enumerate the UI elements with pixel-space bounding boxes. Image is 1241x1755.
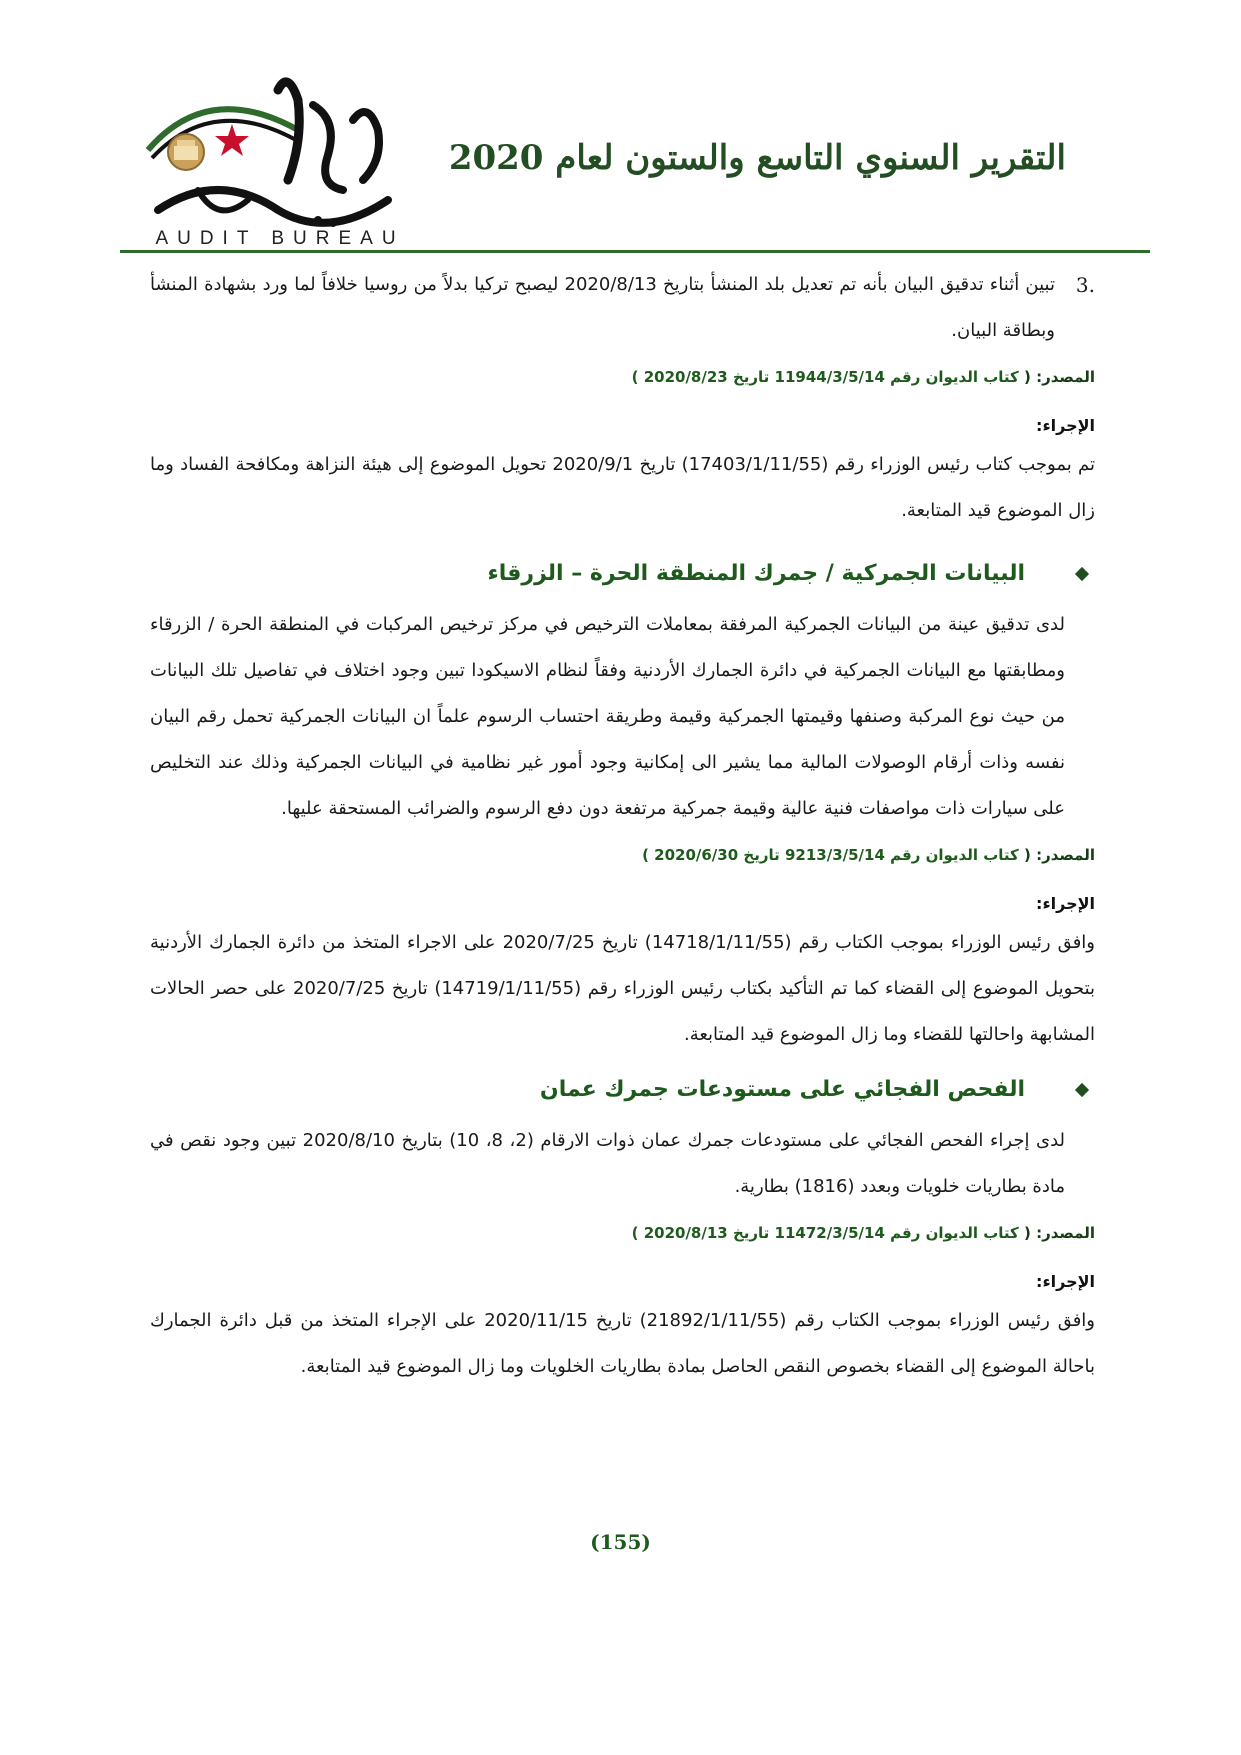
action-text: تم بموجب كتاب رئيس الوزراء رقم (17403/1/11/55) تاريخ 2020/9/1 تحويل الموضوع إلى هيئة النزاهة ومكافحة الفساد وما زال الموضوع قيد المتابعة. [150,454,1096,521]
logo-english-text: AUDIT BUREAU [155,228,405,249]
section-heading-text: البيانات الجمركية / جمرك المنطقة الحرة – الزرقاء [487,561,1025,586]
audit-bureau-logo-icon [128,60,428,250]
source-text: كتاب الديوان رقم 11944/3/5/14 تاريخ 2020/8/23 ) [631,368,1019,386]
section-heading-surprise-inspection [150,1068,1095,1112]
page-number: (155) [590,1530,651,1554]
source-label: المصدر: ( [1024,1224,1095,1242]
item-number: .3 [1075,273,1095,297]
action-text: وافق رئيس الوزراء بموجب الكتاب رقم (21892/1/11/55) تاريخ 2020/11/15 على الإجراء المتخذ من قبل دائرة الجمارك باحالة الموضوع إلى القضاء بخصوص النقص الحاصل بمادة بطاريات الخلويات وما زال الموضوع قيد المتابعة. [150,1310,1096,1377]
page-header [0,0,1241,260]
page-content [150,262,1095,1390]
source-text: كتاب الديوان رقم 9213/3/5/14 تاريخ 2020/6/30 ) [642,846,1019,864]
source-reference [150,362,1095,392]
action-label: الإجراء: [1036,1272,1095,1291]
header-divider [120,250,1150,253]
source-text: كتاب الديوان رقم 11472/3/5/14 تاريخ 2020/8/13 ) [631,1224,1019,1242]
item-3-text: تبين أثناء تدقيق البيان بأنه تم تعديل بلد المنشأ بتاريخ 2020/8/13 ليصبح تركيا بدلاً من روسيا خلافاً لما ورد بشهادة المنشأ وبطاقة البيان. [150,274,1055,341]
source-label: المصدر: ( [1024,368,1095,386]
action-label: الإجراء: [1036,416,1095,435]
diamond-bullet-icon [1075,567,1089,581]
source-reference [150,840,1095,870]
section-heading-text: الفحص الفجائي على مستودعات جمرك عمان [539,1077,1025,1102]
section-body: لدى إجراء الفحص الفجائي على مستودعات جمرك عمان ذوات الارقام (2، 8، 10) بتاريخ 2020/8/10 تبين وجود نقص في مادة بطاريات خلويات وبعدد (1816) بطارية. [150,1130,1066,1197]
source-label: المصدر: ( [1024,846,1095,864]
action-text: وافق رئيس الوزراء بموجب الكتاب رقم (14718/1/11/55) تاريخ 2020/7/25 على الاجراء المتخذ من دائرة الجمارك الأردنية بتحويل الموضوع إلى القضاء كما تم التأكيد بكتاب رئيس الوزراء رقم (14719/1/11/55) تاريخ 2020/7/25 على حصر الحالات المشابهة واحالتها للقضاء وما زال الموضوع قيد المتابعة. [150,932,1096,1045]
section-body: لدى تدقيق عينة من البيانات الجمركية المرفقة بمعاملات الترخيص في مركز ترخيص المركبات في المنطقة الحرة / الزرقاء ومطابقتها مع البيانات الجمركية في دائرة الجمارك الأردنية وفقاً لنظام الاسيكودا تبين وجود اختلاف في تفاصيل تلك البيانات من حيث نوع المركبة وصنفها وقيمتها الجمركية وقيمة وطريقة احتساب الرسوم علماً ان البيانات الجمركية تحمل رقم البيان نفسه وذات أرقام الوصولات المالية مما يشير الى إمكانية وجود أمور غير نظامية في البيانات الجمركية وذلك عند التخليص على سيارات ذات مواصفات فنية عالية وقيمة جمركية مرتفعة دون دفع الرسوم والضرائب المستحقة عليها. [150,614,1065,819]
numbered-item-3 [150,262,1095,354]
section-heading-customs-declarations [150,552,1095,596]
report-title: التقرير السنوي التاسع والستون لعام 2020 [448,138,1066,178]
action-label: الإجراء: [1036,894,1095,913]
source-reference [150,1218,1095,1248]
diamond-bullet-icon [1075,1083,1089,1097]
